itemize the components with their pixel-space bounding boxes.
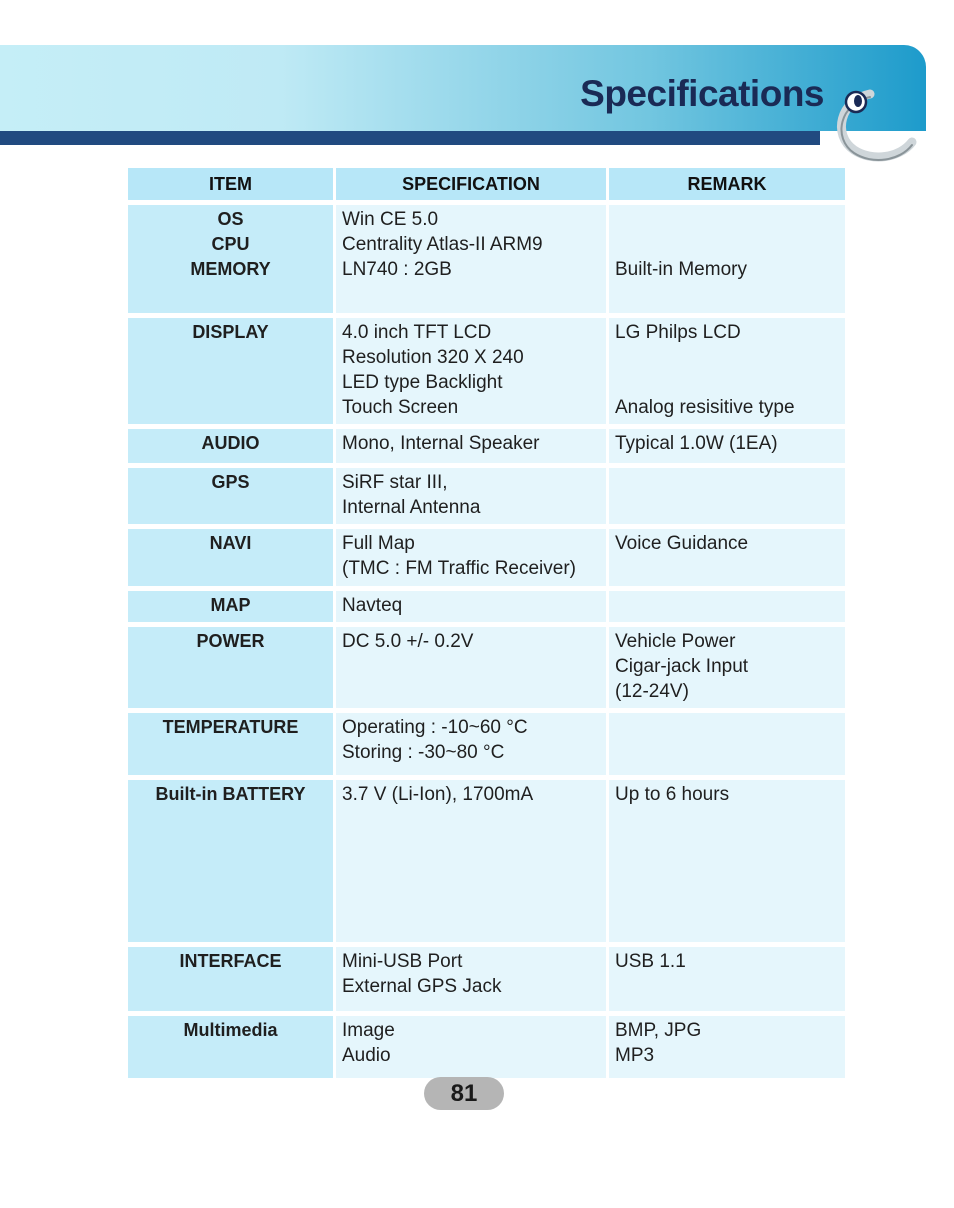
header-remark: REMARK: [609, 168, 845, 200]
binder-ring-icon: [832, 80, 922, 170]
item-cell: [128, 205, 333, 313]
spec-cell: [336, 947, 606, 1011]
table-row: [128, 1016, 845, 1078]
item-line: MEMORY: [190, 259, 271, 279]
spec-line: Mini-USB Port: [342, 951, 463, 972]
item-cell: [128, 591, 333, 622]
remark-cell: [609, 1016, 845, 1078]
remark-line: [615, 470, 839, 495]
item-line: GPS: [211, 472, 250, 492]
item-line: NAVI: [209, 533, 252, 553]
spec-line: 4.0 inch TFT LCD: [342, 322, 492, 343]
table-row: [128, 468, 845, 524]
spec-line: (TMC : FM Traffic Receiver): [342, 558, 576, 579]
table-row: [128, 529, 845, 586]
header-stripe: [0, 131, 820, 145]
remark-line: [615, 370, 839, 395]
remark-cell: [609, 713, 845, 775]
item-line: Multimedia: [183, 1020, 278, 1040]
item-line: OS: [217, 209, 244, 229]
remark-cell: [609, 529, 845, 586]
table-header-row: [128, 168, 845, 200]
spec-cell: [336, 627, 606, 708]
remark-line: [615, 593, 839, 618]
remark-cell: [609, 468, 845, 524]
item-line: INTERFACE: [179, 951, 282, 971]
table-row: [128, 318, 845, 424]
table-row: [128, 947, 845, 1011]
remark-cell: [609, 591, 845, 622]
item-line: Built-in BATTERY: [155, 784, 306, 804]
remark-line: [615, 207, 839, 232]
remark-line: Up to 6 hours: [615, 784, 730, 805]
spec-line: Internal Antenna: [342, 497, 481, 518]
item-line: MAP: [210, 595, 251, 615]
spec-line: External GPS Jack: [342, 976, 502, 997]
item-cell: [128, 429, 333, 463]
spec-cell: [336, 591, 606, 622]
spec-line: Win CE 5.0: [342, 209, 439, 230]
spec-line: DC 5.0 +/- 0.2V: [342, 631, 474, 652]
spec-line: Mono, Internal Speaker: [342, 433, 540, 454]
item-cell: [128, 627, 333, 708]
remark-line: LG Philps LCD: [615, 322, 741, 343]
spec-line: SiRF star III,: [342, 472, 448, 493]
remark-line: [615, 715, 839, 740]
remark-line: Built-in Memory: [615, 259, 747, 280]
remark-line: [615, 232, 839, 257]
remark-cell: [609, 627, 845, 708]
spec-cell: [336, 205, 606, 313]
spec-line: Storing : -30~80 °C: [342, 742, 505, 763]
spec-line: LN740 : 2GB: [342, 259, 452, 280]
remark-cell: [609, 429, 845, 463]
spec-cell: [336, 713, 606, 775]
spec-line: Operating : -10~60 °C: [342, 717, 528, 738]
item-line: POWER: [196, 631, 265, 651]
item-line: TEMPERATURE: [162, 717, 299, 737]
header-specification: SPECIFICATION: [336, 168, 606, 200]
item-cell: [128, 780, 333, 942]
spec-line: Audio: [342, 1045, 391, 1066]
specifications-table: [125, 163, 848, 1083]
table-row: [128, 627, 845, 708]
item-cell: [128, 947, 333, 1011]
item-cell: [128, 1016, 333, 1078]
spec-cell: [336, 468, 606, 524]
item-cell: [128, 468, 333, 524]
item-cell: [128, 318, 333, 424]
remark-line: Voice Guidance: [615, 533, 749, 554]
table-row: [128, 713, 845, 775]
remark-cell: [609, 318, 845, 424]
item-cell: [128, 713, 333, 775]
remark-cell: [609, 947, 845, 1011]
item-cell: [128, 529, 333, 586]
remark-line: MP3: [615, 1045, 655, 1066]
remark-cell: [609, 205, 845, 313]
table-row: [128, 780, 845, 942]
spec-line: Centrality Atlas-II ARM9: [342, 234, 543, 255]
spec-line: Touch Screen: [342, 397, 459, 418]
table-row: [128, 429, 845, 463]
spec-line: LED type Backlight: [342, 372, 503, 393]
item-line: AUDIO: [201, 433, 260, 453]
spec-cell: [336, 529, 606, 586]
spec-line: Navteq: [342, 595, 403, 616]
remark-line: Typical 1.0W (1EA): [615, 433, 778, 454]
spec-cell: [336, 429, 606, 463]
item-line: CPU: [211, 234, 250, 254]
remark-cell: [609, 780, 845, 942]
remark-line: BMP, JPG: [615, 1020, 702, 1041]
remark-line: Vehicle Power: [615, 631, 736, 652]
remark-line: USB 1.1: [615, 951, 686, 972]
spec-line: Full Map: [342, 533, 415, 554]
remark-line: Cigar-jack Input: [615, 656, 749, 677]
spec-line: Resolution 320 X 240: [342, 347, 524, 368]
spec-line: 3.7 V (Li-Ion), 1700mA: [342, 784, 534, 805]
spec-cell: [336, 318, 606, 424]
header-item: ITEM: [128, 168, 333, 200]
item-line: DISPLAY: [192, 322, 269, 342]
table-row: [128, 205, 845, 313]
table-row: [128, 591, 845, 622]
spec-cell: [336, 1016, 606, 1078]
spec-cell: [336, 780, 606, 942]
remark-line: (12-24V): [615, 681, 689, 702]
spec-line: Image: [342, 1020, 395, 1041]
remark-line: Analog resisitive type: [615, 397, 795, 418]
remark-line: [615, 345, 839, 370]
page-title: Specifications: [580, 73, 824, 114]
page-number: 81: [424, 1077, 504, 1110]
